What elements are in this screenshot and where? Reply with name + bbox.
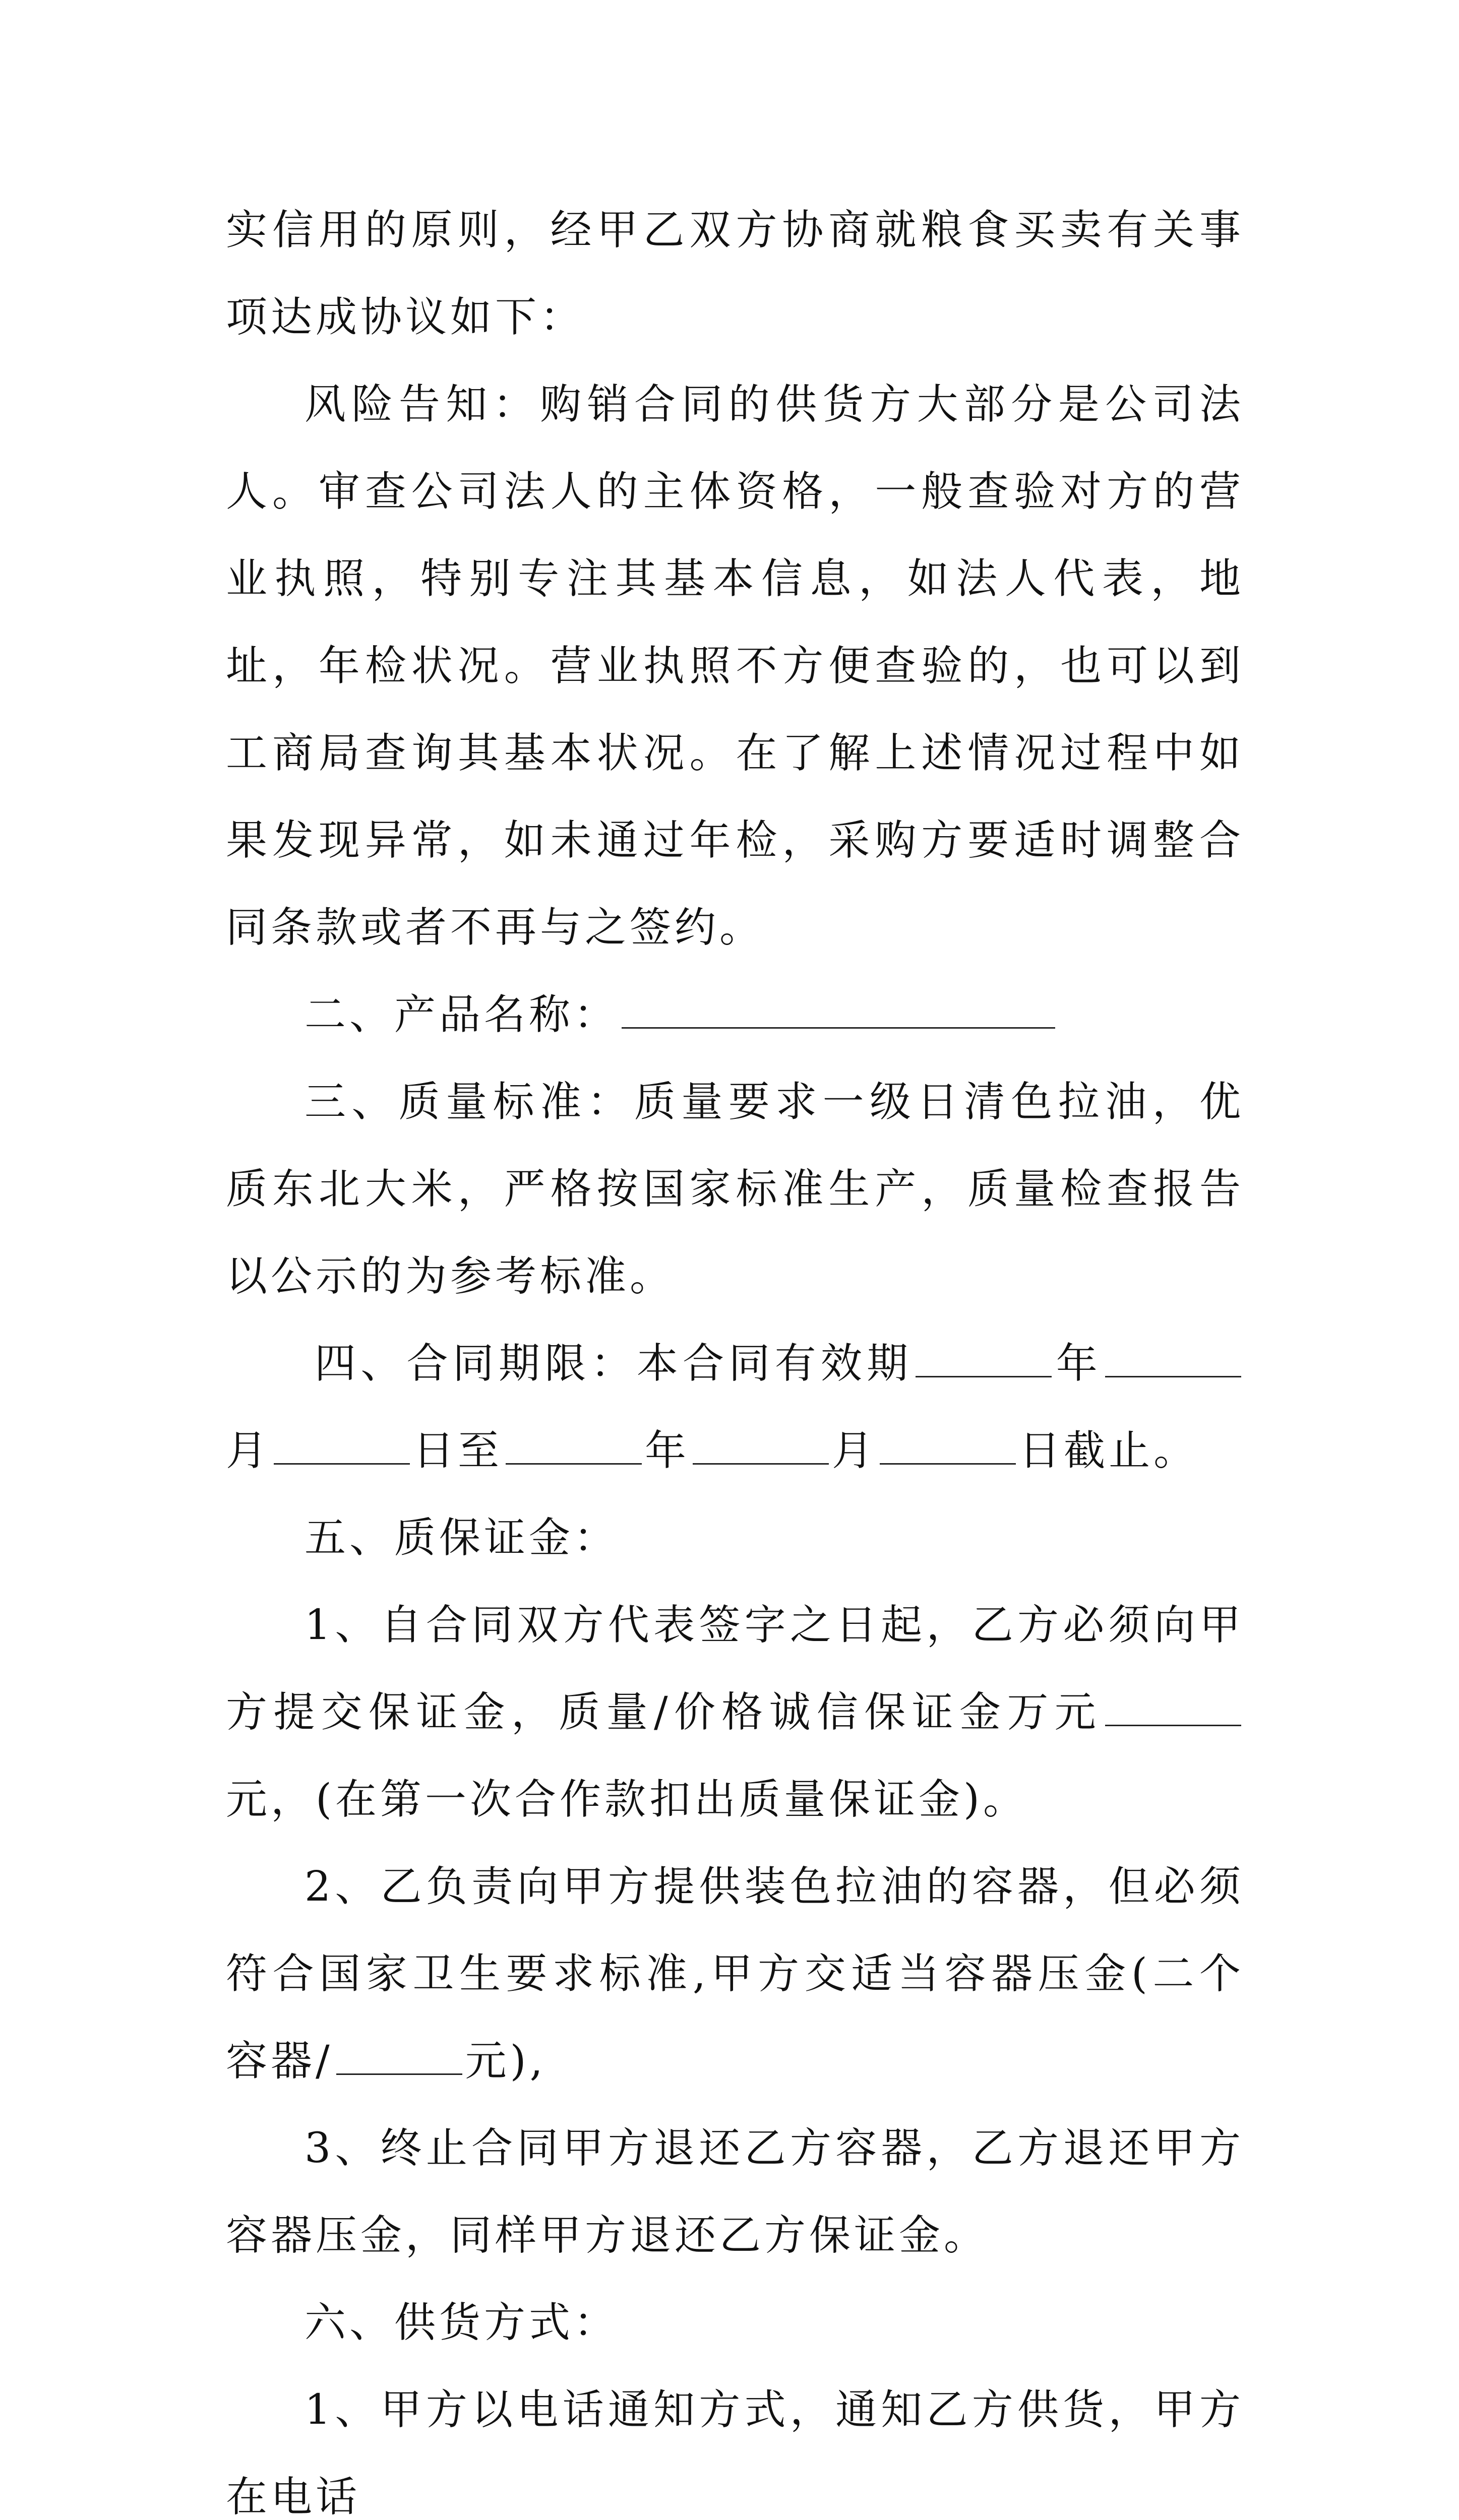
deposit-amount-blank xyxy=(1105,1685,1241,1726)
start-day-blank xyxy=(274,1424,410,1465)
end-month-blank xyxy=(693,1424,829,1465)
start-month-blank xyxy=(1105,1337,1241,1377)
paragraph-supply-item-1: 1、甲方以电话通知方式，通知乙方供货，甲方在电话 xyxy=(226,2386,1244,2520)
paragraph-risk-notice: 风险告知：购销合同的供货方大部分是公司法人。审查公司法人的主体资格，一般查验对方的营业执照，特别专注其基本信息，如法人代表，地址，年检状况。营业执照不方便查验的，也可以到工商局查询其基本状况。在了解上述情况过程中如果发现异常，如未通过年检，采购方要适时调整合同条款或者不再与之签约。 xyxy=(226,381,1244,952)
start-month-label: 月 xyxy=(226,1427,271,1475)
end-day-label: 日截止。 xyxy=(1019,1427,1199,1475)
start-year-blank xyxy=(916,1337,1052,1377)
contract-term-lead: 四、合同期限：本合同有效期 xyxy=(315,1340,913,1388)
container-deposit-blank xyxy=(336,2034,462,2075)
end-year-blank xyxy=(506,1424,642,1465)
paragraph-deposit-item-2 xyxy=(226,1843,1244,2105)
paragraph-deposit-item-1 xyxy=(226,1582,1244,1843)
end-year-label: 年 xyxy=(645,1427,690,1475)
start-day-label: 日至 xyxy=(413,1427,503,1475)
paragraph-contract-term xyxy=(226,1320,1244,1494)
deposit-item-1-tail: 元，(在第一次合作款扣出质量保证金)。 xyxy=(226,1776,1028,1823)
deposit-item-2-text: 2、乙负责向甲方提供装色拉油的容器，但必须符合国家卫生要求标准,甲方交适当容器压金(二个容器/ xyxy=(226,1863,1244,2085)
deposit-item-1-text: 1、自合同双方代表签字之日起，乙方必须向甲方提交保证金，质量/价格诚信保证金万元 xyxy=(226,1601,1244,1736)
deposit-item-2-tail: 元), xyxy=(465,2037,546,2085)
end-day-blank xyxy=(880,1424,1016,1465)
paragraph-deposit-heading: 五、质保证金： xyxy=(305,1514,619,1562)
paragraph-quality-standard: 三、质量标准：质量要求一级日清色拉油，优质东北大米，严格按国家标准生产，质量检查报告以公示的为参考标准。 xyxy=(226,1078,1244,1300)
paragraph-intro-continuation: 实信用的原则，经甲乙双方协商就粮食买卖有关事项达成协议如下： xyxy=(226,206,1244,341)
document-body xyxy=(226,186,1244,2520)
paragraph-product-name xyxy=(226,971,1244,1058)
product-name-blank xyxy=(622,988,1055,1029)
paragraph-deposit-item-3: 3、终止合同甲方退还乙方容器，乙方退还甲方容器压金，同样甲方退还乙方保证金。 xyxy=(226,2124,1244,2259)
start-year-label: 年 xyxy=(1055,1340,1102,1388)
paragraph-supply-heading: 六、供货方式： xyxy=(305,2299,619,2347)
end-month-label: 月 xyxy=(832,1427,877,1475)
product-name-label: 二、产品名称： xyxy=(305,991,619,1039)
